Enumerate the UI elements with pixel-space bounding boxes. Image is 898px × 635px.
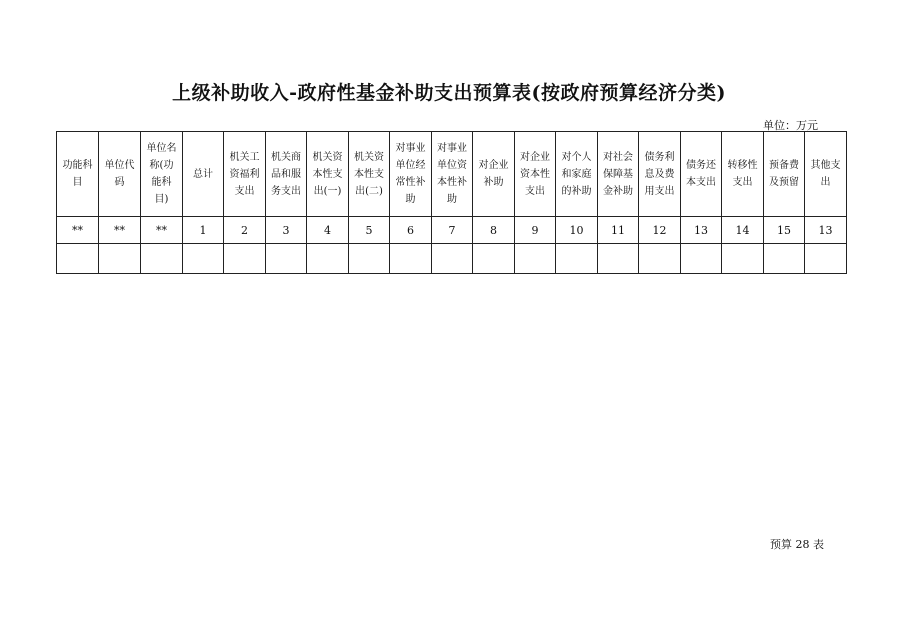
- cell-text: 13: [694, 223, 708, 237]
- cell-text: 对企业资本性支出: [520, 151, 550, 197]
- column-header: [390, 132, 432, 217]
- column-header: [515, 132, 556, 217]
- cell-text: 机关资本性支出(二): [354, 151, 384, 197]
- table-cell: [681, 217, 722, 244]
- cell-text: 10: [569, 223, 584, 237]
- table-cell: [764, 217, 805, 244]
- table-cell: [598, 244, 639, 274]
- table-cell: [57, 244, 99, 274]
- cell-text: **: [114, 223, 125, 237]
- column-header: [473, 132, 515, 217]
- column-header: [307, 132, 349, 217]
- cell-text: 机关商品和服务支出: [271, 151, 301, 197]
- column-header: [805, 132, 847, 217]
- table-cell: [183, 244, 224, 274]
- header-row: [57, 132, 847, 217]
- table-cell: [473, 217, 515, 244]
- document-title: 上级补助收入-政府性基金补助支出预算表(按政府预算经济分类): [172, 82, 726, 104]
- column-header: [432, 132, 473, 217]
- cell-text: 对事业单位经常性补助: [395, 143, 426, 205]
- cell-text: 15: [777, 223, 791, 237]
- column-header: [141, 132, 183, 217]
- cell-text: 对社会保障基金补助: [603, 151, 633, 197]
- cell-text: 对个人和家庭的补助: [561, 151, 592, 197]
- cell-text: 9: [531, 223, 539, 237]
- table-cell: [515, 244, 556, 274]
- cell-text: 其他支出: [810, 160, 841, 188]
- table-cell: [266, 217, 307, 244]
- table-cell: [722, 244, 764, 274]
- table-cell: [183, 217, 224, 244]
- cell-text: 机关工资福利支出: [229, 151, 260, 197]
- cell-text: 对企业补助: [478, 160, 509, 188]
- cell-text: 单位代码: [104, 160, 135, 188]
- cell-text: **: [156, 223, 167, 237]
- table-cell: [307, 244, 349, 274]
- table-cell: [598, 217, 639, 244]
- table-cell: [307, 217, 349, 244]
- unit-label: 单位：万元: [763, 119, 818, 132]
- column-header: [349, 132, 390, 217]
- cell-text: 13: [818, 223, 833, 237]
- table-cell: [57, 217, 99, 244]
- cell-text: **: [72, 223, 83, 237]
- table-cell: [349, 244, 390, 274]
- table-cell: [556, 244, 598, 274]
- table-cell: [390, 244, 432, 274]
- cell-text: 总计: [193, 168, 213, 180]
- table-cell: [764, 244, 805, 274]
- table-row: [57, 244, 847, 274]
- table-cell: [556, 217, 598, 244]
- column-header: [183, 132, 224, 217]
- cell-text: 11: [611, 223, 625, 237]
- table-number: 预算 28 表: [770, 538, 824, 551]
- cell-text: 债务还本支出: [686, 160, 716, 188]
- column-header: [764, 132, 805, 217]
- table-cell: [224, 217, 266, 244]
- table-cell: [141, 244, 183, 274]
- cell-text: 债务利息及费用支出: [644, 151, 675, 197]
- cell-text: 14: [735, 223, 750, 237]
- cell-text: 1: [199, 223, 207, 237]
- table-cell: [432, 244, 473, 274]
- cell-text: 功能科目: [62, 160, 93, 188]
- table-cell: [349, 217, 390, 244]
- table-cell: [515, 217, 556, 244]
- table-cell: [390, 217, 432, 244]
- cell-text: 7: [448, 223, 456, 237]
- table-cell: [639, 244, 681, 274]
- cell-text: 机关资本性支出(一): [312, 151, 343, 197]
- column-header: [681, 132, 722, 217]
- table-cell: [141, 217, 183, 244]
- cell-text: 4: [324, 223, 331, 237]
- table-cell: [639, 217, 681, 244]
- cell-text: 转移性支出: [727, 160, 758, 188]
- cell-text: 对事业单位资本性补助: [437, 143, 467, 205]
- index-row: [57, 217, 847, 244]
- table-cell: [224, 244, 266, 274]
- column-header: [99, 132, 141, 217]
- column-header: [57, 132, 99, 217]
- cell-text: 6: [407, 223, 414, 237]
- column-header: [224, 132, 266, 217]
- budget-table: [56, 131, 847, 274]
- table-cell: [805, 244, 847, 274]
- cell-text: 单位名称(功能科目): [146, 143, 177, 205]
- cell-text: 8: [490, 223, 497, 237]
- column-header: [598, 132, 639, 217]
- table-cell: [473, 244, 515, 274]
- table-cell: [99, 217, 141, 244]
- column-header: [556, 132, 598, 217]
- cell-text: 12: [652, 223, 667, 237]
- cell-text: 5: [365, 223, 373, 237]
- cell-text: 2: [241, 223, 248, 237]
- table-cell: [266, 244, 307, 274]
- table-cell: [681, 244, 722, 274]
- column-header: [639, 132, 681, 217]
- table-cell: [99, 244, 141, 274]
- cell-text: 3: [282, 223, 290, 237]
- cell-text: 预备费及预留: [769, 160, 799, 188]
- table-cell: [805, 217, 847, 244]
- column-header: [266, 132, 307, 217]
- table-cell: [722, 217, 764, 244]
- column-header: [722, 132, 764, 217]
- table-cell: [432, 217, 473, 244]
